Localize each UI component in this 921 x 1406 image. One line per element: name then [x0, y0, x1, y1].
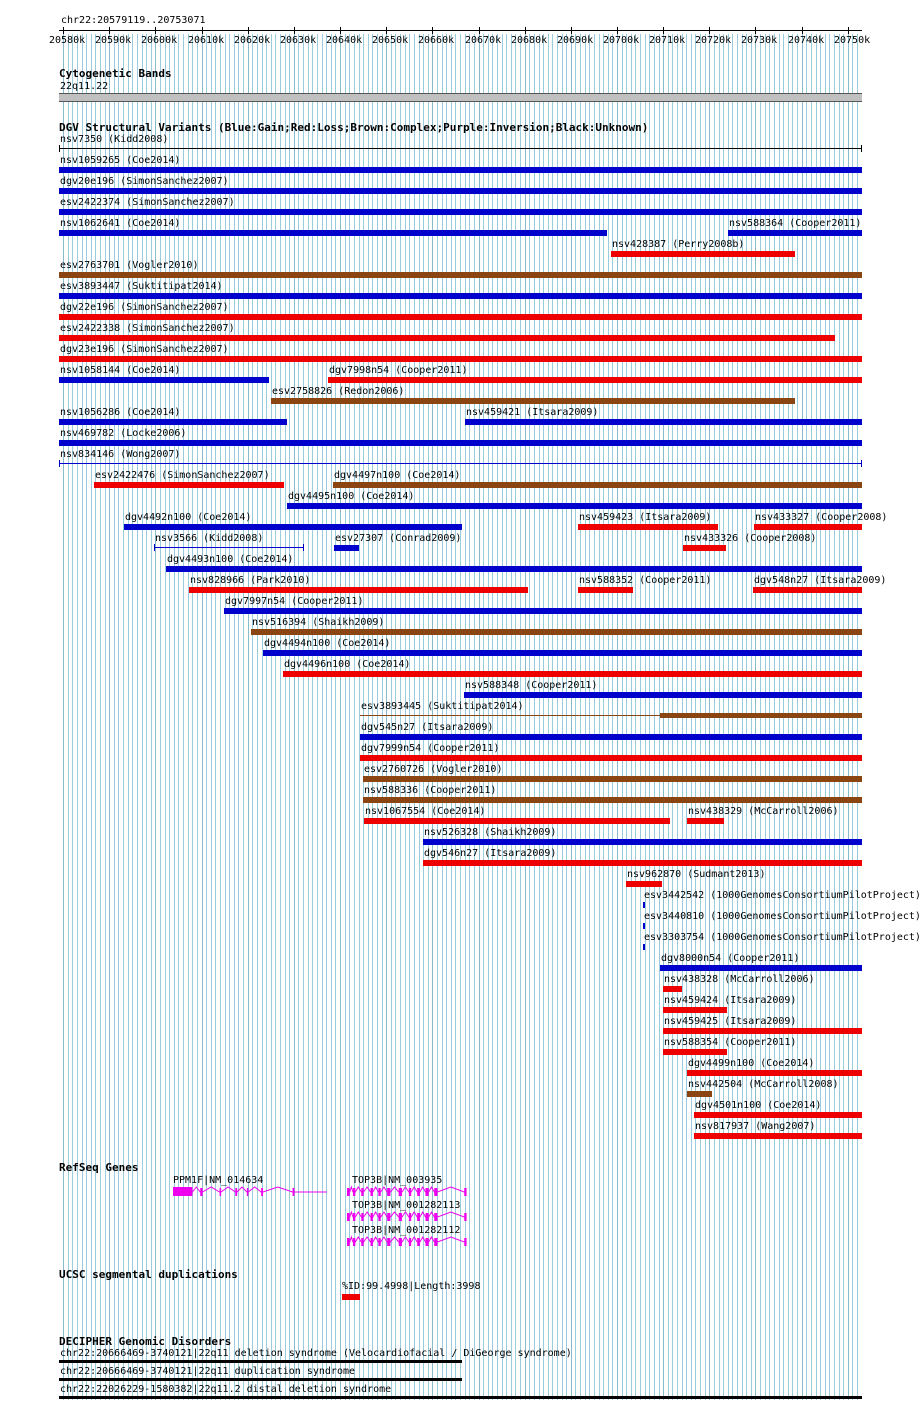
gene-intron: [347, 1212, 467, 1217]
sv-feature-cap: [861, 145, 862, 152]
sv-label: nsv1059265 (Coe2014): [60, 155, 181, 166]
sv-feature[interactable]: [363, 776, 862, 782]
decipher-feature[interactable]: [59, 1378, 462, 1381]
gene-exon: [398, 1188, 401, 1196]
gene-exon: [398, 1213, 401, 1221]
sv-feature[interactable]: [94, 482, 285, 488]
sv-label: esv3303754 (1000GenomesConsortiumPilotProject): [644, 932, 921, 943]
sv-label: dgv8000n54 (Cooper2011): [661, 953, 800, 964]
ruler-tick-label: 20700k: [603, 35, 640, 46]
ruler-tick: [386, 27, 387, 34]
sv-label: dgv4501n100 (Coe2014): [695, 1100, 822, 1111]
sv-feature[interactable]: [663, 1007, 727, 1013]
sv-feature[interactable]: [166, 566, 862, 572]
ruler-tick: [248, 27, 249, 34]
gene-exon: [434, 1188, 437, 1196]
sv-feature[interactable]: [363, 797, 862, 803]
decipher-track-title: DECIPHER Genomic Disorders: [59, 1335, 232, 1348]
sv-label: esv3440810 (1000GenomesConsortiumPilotProject): [644, 911, 921, 922]
sv-label: nsv442504 (McCarroll2008): [688, 1079, 839, 1090]
gene-exon: [408, 1238, 410, 1246]
gene-exon: [425, 1188, 428, 1196]
ruler-tick: [571, 27, 572, 34]
gene-exon: [387, 1238, 390, 1246]
sv-feature[interactable]: [660, 713, 862, 718]
sv-label: esv2422476 (SimonSanchez2007): [95, 470, 270, 481]
sv-feature[interactable]: [263, 650, 862, 656]
ruler-tick: [63, 27, 64, 34]
sv-feature[interactable]: [611, 251, 795, 257]
sv-feature-cap: [303, 544, 304, 551]
gene-label: TOP3B|NM_003935: [352, 1175, 443, 1186]
segdup-track-title: UCSC segmental duplications: [59, 1268, 238, 1281]
sv-feature[interactable]: [643, 944, 645, 950]
sv-label: dgv7998n54 (Cooper2011): [329, 365, 468, 376]
ruler-tick-label: 20620k: [234, 35, 271, 46]
ruler-tick: [109, 27, 110, 34]
cytoband-track-title: Cytogenetic Bands: [59, 67, 172, 80]
gene-exon: [425, 1238, 428, 1246]
sv-feature[interactable]: [224, 608, 862, 614]
sv-label: dgv7997n54 (Cooper2011): [225, 596, 364, 607]
sv-feature[interactable]: [465, 419, 862, 425]
sv-label: nsv428387 (Perry2008b): [612, 239, 745, 250]
sv-feature[interactable]: [663, 1049, 727, 1055]
sv-label: nsv834146 (Wong2007): [60, 449, 181, 460]
sv-label: nsv1058144 (Coe2014): [60, 365, 181, 376]
ruler-tick: [663, 27, 664, 34]
gene-exon: [398, 1238, 401, 1246]
cytoband-label: 22q11.22: [60, 81, 109, 92]
ruler-tick-label: 20600k: [141, 35, 178, 46]
ruler-tick: [525, 27, 526, 34]
ruler-axis: [59, 30, 862, 31]
sv-feature[interactable]: [687, 818, 724, 824]
sv-label: nsv433326 (Cooper2008): [684, 533, 817, 544]
gene-exon: [417, 1213, 420, 1221]
sv-label: esv27307 (Conrad2009): [335, 533, 462, 544]
sv-label: nsv433327 (Cooper2008): [755, 512, 888, 523]
sv-label: dgv4492n100 (Coe2014): [125, 512, 252, 523]
sv-feature[interactable]: [423, 839, 862, 845]
cytoband-bar[interactable]: [59, 93, 862, 102]
sv-feature[interactable]: [59, 167, 862, 173]
sv-label: esv3442542 (1000GenomesConsortiumPilotProject): [644, 890, 921, 901]
sv-label: nsv588348 (Cooper2011): [465, 680, 598, 691]
gene-intron: [173, 1187, 327, 1192]
refseq-track-title: RefSeq Genes: [59, 1161, 139, 1174]
ruler-tick: [479, 27, 480, 34]
ruler-tick-label: 20690k: [557, 35, 594, 46]
sv-label: esv3893445 (Suktitipat2014): [361, 701, 524, 712]
sv-label: esv2758826 (Redon2006): [272, 386, 405, 397]
sv-feature[interactable]: [328, 377, 862, 383]
gene-exon: [201, 1188, 203, 1196]
ruler-tick-label: 20630k: [280, 35, 317, 46]
sv-feature[interactable]: [643, 902, 645, 908]
decipher-label: chr22:20666469-3740121|22q11 duplication syndrome: [60, 1366, 356, 1377]
sv-feature[interactable]: [578, 524, 718, 530]
gene-label: TOP3B|NM_001282113: [352, 1200, 461, 1211]
sv-feature[interactable]: [683, 545, 726, 551]
sv-label: nsv459424 (Itsara2009): [664, 995, 797, 1006]
sv-label: dgv20e196 (SimonSanchez2007): [60, 176, 229, 187]
sv-label: nsv588354 (Cooper2011): [664, 1037, 797, 1048]
dgv-track-title: DGV Structural Variants (Blue:Gain;Red:Loss;Brown:Complex;Purple:Inversion;Black:Unknown): [59, 121, 649, 134]
sv-label: dgv4494n100 (Coe2014): [264, 638, 391, 649]
sv-feature[interactable]: [334, 545, 359, 551]
gene-exon: [408, 1188, 410, 1196]
gene-exon: [293, 1188, 295, 1196]
sv-label: dgv4499n100 (Coe2014): [688, 1058, 815, 1069]
sv-label: dgv545n27 (Itsara2009): [361, 722, 494, 733]
sv-label: dgv546n27 (Itsara2009): [424, 848, 557, 859]
decipher-feature[interactable]: [59, 1360, 462, 1363]
decipher-label: chr22:22026229-1580382|22q11.2 distal deletion syndrome: [60, 1384, 392, 1395]
gene-exon: [361, 1238, 363, 1246]
gene-exon: [353, 1188, 355, 1196]
sv-label: nsv459425 (Itsara2009): [664, 1016, 797, 1027]
sv-feature[interactable]: [423, 860, 862, 866]
sv-feature[interactable]: [59, 440, 862, 446]
gene-exon: [434, 1238, 437, 1246]
gene-exon: [347, 1213, 350, 1221]
segdup-feature[interactable]: [342, 1294, 360, 1300]
sv-label: nsv469782 (Locke2006): [60, 428, 187, 439]
sv-label: nsv588336 (Cooper2011): [364, 785, 497, 796]
sv-feature[interactable]: [283, 671, 862, 677]
sv-feature[interactable]: [687, 1091, 712, 1097]
sv-feature-cap: [154, 544, 155, 551]
sv-feature[interactable]: [626, 881, 662, 887]
sv-feature[interactable]: [124, 524, 462, 530]
sv-feature[interactable]: [663, 1028, 862, 1034]
sv-feature[interactable]: [59, 463, 862, 464]
sv-feature[interactable]: [694, 1112, 862, 1118]
sv-feature[interactable]: [660, 965, 862, 971]
ruler-tick: [155, 27, 156, 34]
gene-exon: [370, 1213, 372, 1221]
ruler-tick: [617, 27, 618, 34]
sv-label: nsv516394 (Shaikh2009): [252, 617, 385, 628]
gene-exon: [173, 1187, 192, 1196]
region-label: chr22:20579119..20753071: [61, 15, 206, 26]
sv-feature[interactable]: [59, 230, 607, 236]
gene-exon: [464, 1213, 466, 1221]
decipher-feature[interactable]: [59, 1396, 862, 1399]
ruler-tick-label: 20580k: [49, 35, 86, 46]
gene-model[interactable]: [173, 1185, 331, 1199]
sv-feature[interactable]: [59, 188, 862, 194]
sv-label: nsv438329 (McCarroll2006): [688, 806, 839, 817]
sv-label: dgv4496n100 (Coe2014): [284, 659, 411, 670]
sv-feature[interactable]: [59, 335, 835, 341]
sv-label: nsv459421 (Itsara2009): [466, 407, 599, 418]
sv-label: dgv22e196 (SimonSanchez2007): [60, 302, 229, 313]
gene-exon: [247, 1188, 249, 1196]
sv-label: nsv817937 (Wang2007): [695, 1121, 816, 1132]
gene-exon: [378, 1213, 380, 1221]
gene-exon: [361, 1188, 363, 1196]
ruler-tick-label: 20590k: [95, 35, 132, 46]
sv-label: nsv828966 (Park2010): [190, 575, 311, 586]
gene-exon: [417, 1238, 420, 1246]
gene-exon: [370, 1238, 372, 1246]
sv-feature[interactable]: [578, 587, 632, 593]
gene-intron: [347, 1187, 467, 1192]
sv-feature[interactable]: [59, 419, 287, 425]
sv-feature[interactable]: [154, 547, 304, 548]
sv-label: nsv3566 (Kidd2008): [155, 533, 264, 544]
sv-label: esv2422374 (SimonSanchez2007): [60, 197, 235, 208]
sv-label: nsv1062641 (Coe2014): [60, 218, 181, 229]
sv-feature[interactable]: [59, 209, 862, 215]
gene-exon: [370, 1188, 372, 1196]
sv-feature[interactable]: [59, 293, 862, 299]
sv-feature[interactable]: [728, 230, 862, 236]
sv-label: dgv4497n100 (Coe2014): [334, 470, 461, 481]
ruler-tick: [848, 27, 849, 34]
ruler-tick-label: 20710k: [649, 35, 686, 46]
sv-label: dgv23e196 (SimonSanchez2007): [60, 344, 229, 355]
gene-exon: [353, 1238, 355, 1246]
sv-feature-cap: [59, 460, 60, 467]
gene-exon: [387, 1188, 390, 1196]
ruler-tick-label: 20680k: [511, 35, 548, 46]
sv-feature[interactable]: [59, 356, 862, 362]
sv-label: nsv459423 (Itsara2009): [579, 512, 712, 523]
gene-exon: [378, 1188, 380, 1196]
gene-exon: [464, 1188, 466, 1196]
sv-feature[interactable]: [59, 148, 862, 149]
gene-exon: [236, 1188, 238, 1196]
sv-feature[interactable]: [464, 692, 862, 698]
gene-exon: [464, 1238, 466, 1246]
gene-exon: [361, 1213, 363, 1221]
ruler-tick: [709, 27, 710, 34]
ruler-tick: [802, 27, 803, 34]
sv-feature[interactable]: [287, 503, 862, 509]
sv-feature[interactable]: [271, 398, 795, 404]
sv-label: nsv7350 (Kidd2008): [60, 134, 169, 145]
ruler-tick-label: 20730k: [741, 35, 778, 46]
ruler-tick-label: 20610k: [188, 35, 225, 46]
sv-feature[interactable]: [59, 272, 862, 278]
ruler-tick: [755, 27, 756, 34]
gene-exon: [408, 1213, 410, 1221]
gene-exon: [353, 1213, 355, 1221]
gene-exon: [378, 1238, 380, 1246]
sv-label: nsv438328 (McCarroll2006): [664, 974, 815, 985]
ruler-tick-label: 20750k: [834, 35, 871, 46]
gene-exon: [417, 1188, 420, 1196]
ruler-tick: [340, 27, 341, 34]
sv-feature[interactable]: [360, 715, 660, 716]
gene-model[interactable]: [347, 1185, 471, 1199]
sv-feature[interactable]: [360, 755, 862, 761]
sv-label: dgv7999n54 (Cooper2011): [361, 743, 500, 754]
ruler-tick-label: 20660k: [418, 35, 455, 46]
sv-label: nsv1067554 (Coe2014): [365, 806, 486, 817]
gene-exon: [220, 1188, 222, 1196]
gene-model[interactable]: [347, 1210, 471, 1224]
sv-feature[interactable]: [333, 482, 862, 488]
segdup-label: %ID:99.4998|Length:3998: [342, 1281, 481, 1292]
sv-feature[interactable]: [694, 1133, 862, 1139]
gene-exon: [434, 1213, 437, 1221]
ruler-tick-label: 20640k: [326, 35, 363, 46]
gene-exon: [425, 1213, 428, 1221]
gene-model[interactable]: [347, 1235, 471, 1249]
sv-label: esv2763701 (Vogler2010): [60, 260, 199, 271]
sv-label: nsv1056286 (Coe2014): [60, 407, 181, 418]
sv-label: nsv962870 (Sudmant2013): [627, 869, 766, 880]
sv-feature[interactable]: [364, 818, 670, 824]
sv-label: nsv526328 (Shaikh2009): [424, 827, 557, 838]
sv-feature[interactable]: [189, 587, 528, 593]
ruler-tick-label: 20740k: [788, 35, 825, 46]
sv-feature[interactable]: [59, 377, 269, 383]
ruler-tick: [432, 27, 433, 34]
decipher-label: chr22:20666469-3740121|22q11 deletion syndrome (Velocardiofacial / DiGeorge syndrome): [60, 1348, 572, 1359]
ruler-tick-label: 20670k: [465, 35, 502, 46]
sv-feature-cap: [861, 460, 862, 467]
sv-feature[interactable]: [59, 314, 862, 320]
sv-label: nsv588364 (Cooper2011): [729, 218, 862, 229]
sv-feature[interactable]: [753, 587, 862, 593]
sv-feature[interactable]: [643, 923, 645, 929]
sv-feature[interactable]: [754, 524, 862, 530]
gene-exon: [387, 1213, 390, 1221]
sv-label: dgv4495n100 (Coe2014): [288, 491, 415, 502]
ruler-tick: [202, 27, 203, 34]
ruler-tick-label: 20650k: [372, 35, 409, 46]
sv-feature-cap: [59, 145, 60, 152]
sv-label: esv2422338 (SimonSanchez2007): [60, 323, 235, 334]
gene-label: TOP3B|NM_001282112: [352, 1225, 461, 1236]
sv-label: dgv548n27 (Itsara2009): [754, 575, 887, 586]
gene-intron: [347, 1237, 467, 1242]
sv-label: dgv4493n100 (Coe2014): [167, 554, 294, 565]
ruler-tick-label: 20720k: [695, 35, 732, 46]
sv-label: esv2760726 (Vogler2010): [364, 764, 503, 775]
sv-label: esv3893447 (Suktitipat2014): [60, 281, 223, 292]
sv-feature[interactable]: [251, 629, 862, 635]
gene-exon: [347, 1238, 350, 1246]
sv-label: nsv588352 (Cooper2011): [579, 575, 712, 586]
sv-feature[interactable]: [360, 734, 862, 740]
gene-label: PPM1F|NM_014634: [173, 1175, 264, 1186]
sv-feature[interactable]: [687, 1070, 862, 1076]
gene-exon: [262, 1188, 264, 1196]
sv-feature[interactable]: [663, 986, 681, 992]
gene-exon: [347, 1188, 350, 1196]
ruler-tick: [294, 27, 295, 34]
